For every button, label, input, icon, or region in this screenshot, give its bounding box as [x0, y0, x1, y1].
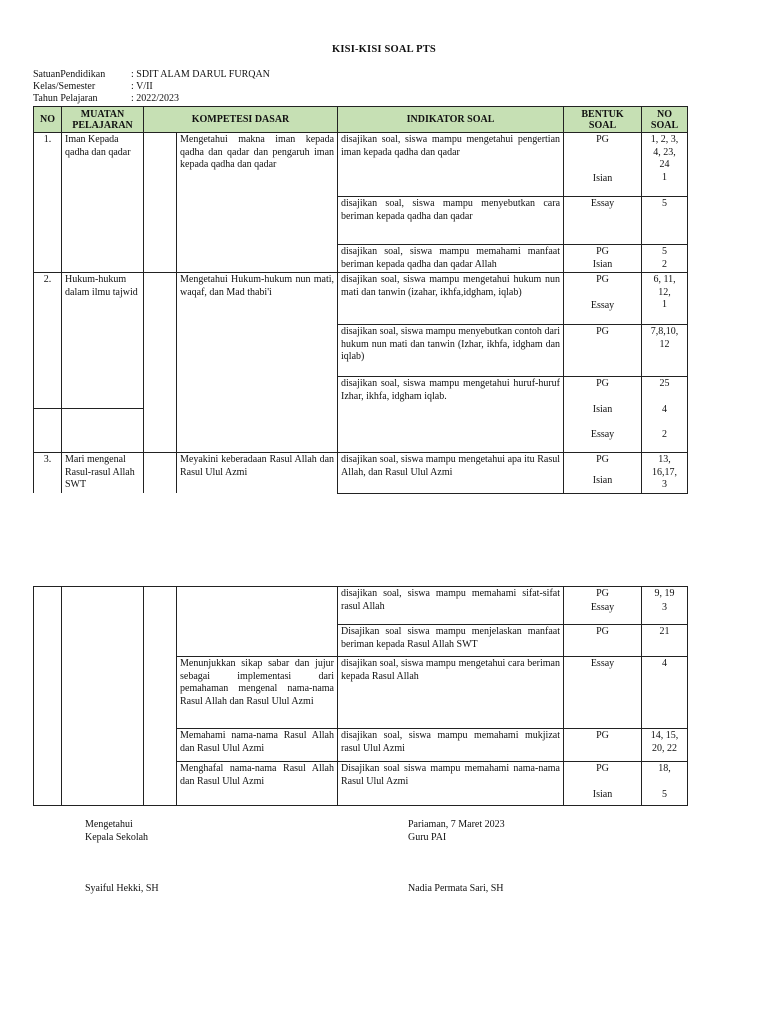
- indikator-cell: disajikan soal, siswa mampu memahami mukjizat rasul Ulul Azmi: [338, 729, 564, 762]
- bentuk-cell: [564, 587, 642, 625]
- bentuk-value: Isian: [592, 258, 613, 270]
- section-number: 1.: [34, 133, 62, 273]
- bentuk-value: Essay: [590, 299, 615, 311]
- signature-left-line1: Mengetahui: [85, 819, 133, 830]
- nosoal-cell: [642, 453, 688, 494]
- spacer-cell: [144, 273, 177, 453]
- nosoal-value: 3: [662, 479, 668, 490]
- header-muatan: MUATAN PELAJARAN: [62, 107, 144, 133]
- nosoal-value: 13, 16,17,: [652, 454, 678, 478]
- header-indikator: INDIKATOR SOAL: [338, 107, 564, 133]
- meta-key-kelas: Kelas/Semester: [33, 81, 96, 92]
- signature-left-name: Syaiful Hekki, SH: [85, 883, 159, 894]
- bentuk-cell: [564, 625, 642, 657]
- header-no: NO: [34, 107, 62, 133]
- muatan-cell: Iman Kepada qadha dan qadar: [62, 133, 144, 273]
- table-row: [34, 453, 688, 494]
- bentuk-cell: [564, 377, 642, 453]
- kd-cell: Meyakini keberadaan Rasul Allah dan Rasul Ulul Azmi: [177, 453, 338, 494]
- empty-cell: [34, 587, 62, 806]
- nosoal-cell: [642, 625, 688, 657]
- bentuk-value: PG: [596, 246, 609, 257]
- empty-cell: [177, 587, 338, 657]
- bentuk-cell: [564, 197, 642, 245]
- signature-right-line1: Pariaman, 7 Maret 2023: [408, 819, 505, 830]
- bentuk-value: PG: [596, 588, 609, 599]
- nosoal-value: 18,: [658, 763, 671, 774]
- bentuk-value: Essay: [590, 198, 615, 209]
- bentuk-value: PG: [596, 730, 609, 741]
- kisi-kisi-table-page-2: [33, 586, 688, 806]
- meta-value-satuan: : SDIT ALAM DARUL FURQAN: [131, 69, 270, 80]
- kisi-kisi-table-page-1: [33, 106, 688, 494]
- nosoal-value: 7,8,10, 12: [650, 326, 679, 350]
- bentuk-value: Isian: [592, 403, 613, 415]
- spacer-cell: [144, 453, 177, 494]
- nosoal-cell: [642, 657, 688, 729]
- nosoal-value: 5: [662, 246, 668, 257]
- bentuk-cell: [564, 762, 642, 806]
- bentuk-value: Essay: [590, 601, 615, 613]
- bentuk-cell: [564, 453, 642, 494]
- nosoal-value: 4: [662, 658, 667, 669]
- nosoal-cell: [642, 762, 688, 806]
- bentuk-cell: [564, 729, 642, 762]
- nosoal-value: 4: [662, 403, 668, 415]
- table-row: [34, 273, 688, 325]
- nosoal-cell: [642, 325, 688, 377]
- bentuk-value: Isian: [592, 172, 613, 184]
- nosoal-value: 5: [662, 198, 668, 209]
- meta-key-satuan: SatuanPendidikan: [33, 69, 106, 80]
- empty-cell: [62, 587, 144, 806]
- nosoal-cell: [642, 729, 688, 762]
- section-number: 3.: [34, 453, 62, 494]
- bentuk-value: PG: [596, 454, 609, 465]
- empty-cell: [34, 409, 62, 453]
- nosoal-cell: [642, 245, 688, 273]
- indikator-cell: Disajikan soal siswa mampu menjelaskan manfaat beriman kepada Rasul Allah SWT: [338, 625, 564, 657]
- header-kompetensi: KOMPETESI DASAR: [144, 107, 338, 133]
- bentuk-value: PG: [596, 626, 609, 637]
- bentuk-value: Essay: [590, 658, 615, 669]
- bentuk-value: PG: [596, 326, 609, 337]
- nosoal-cell: [642, 133, 688, 197]
- indikator-cell: disajikan soal, siswa mampu memahami manfaat beriman kepada qadha dan qadar Allah: [338, 245, 564, 273]
- nosoal-value: 3: [662, 601, 667, 613]
- bentuk-value: PG: [596, 378, 609, 389]
- nosoal-value: 1: [662, 299, 668, 310]
- nosoal-cell: [642, 377, 688, 453]
- header-bentuk: BENTUK SOAL: [564, 107, 642, 133]
- document-title: KISI-KISI SOAL PTS: [332, 44, 436, 55]
- spacer-cell: [144, 133, 177, 273]
- spacer-cell: [144, 587, 177, 806]
- header-nosoal: NO SOAL: [642, 107, 688, 133]
- bentuk-value: PG: [596, 134, 609, 145]
- section-number: 2.: [34, 273, 62, 409]
- table-row: [34, 133, 688, 197]
- nosoal-value: 5: [662, 788, 667, 800]
- signature-left: [85, 818, 148, 844]
- indikator-cell: disajikan soal, siswa mampu mengetahui cara beriman kepada Rasul Allah: [338, 657, 564, 729]
- empty-cell: [62, 409, 144, 453]
- kd-cell: Menunjukkan sikap sabar dan jujur sebagai implementasi dari pemahaman mengenal nama-nama Rasul Allah dan Rasul Ulul Azmi: [177, 657, 338, 729]
- bentuk-cell: [564, 133, 642, 197]
- signature-right-line2: Guru PAI: [408, 832, 447, 843]
- nosoal-cell: [642, 587, 688, 625]
- indikator-cell: disajikan soal, siswa mampu mengetahui hukum nun mati dan tanwin (izahar, ikhfa,idgham, iqlab): [338, 273, 564, 325]
- bentuk-value: PG: [596, 763, 609, 774]
- kd-cell: Menghafal nama-nama Rasul Allah dan Rasul Ulul Azmi: [177, 762, 338, 806]
- nosoal-cell: [642, 273, 688, 325]
- indikator-cell: disajikan soal, siswa mampu mengetahui pengertian iman kepada qadha dan qadar: [338, 133, 564, 197]
- bentuk-value: PG: [596, 274, 609, 285]
- kd-cell: Mengetahui makna iman kepada qadha dan qadar dan pengaruh iman kepada qadha dan qadar: [177, 133, 338, 273]
- nosoal-value: 14, 15, 20, 22: [650, 730, 679, 754]
- nosoal-value: 2: [662, 258, 668, 270]
- nosoal-value: 21: [659, 626, 670, 637]
- indikator-cell: Disajikan soal siswa mampu memahami nama-nama Rasul Ulul Azmi: [338, 762, 564, 806]
- indikator-cell: disajikan soal, siswa mampu mengetahui huruf-huruf Izhar, ikhfa, idgham iqlab.: [338, 377, 564, 453]
- bentuk-value: Isian: [592, 788, 613, 800]
- bentuk-cell: [564, 273, 642, 325]
- muatan-cell: Hukum-hukum dalam ilmu tajwid: [62, 273, 144, 409]
- nosoal-value: 6, 11, 12,: [653, 274, 676, 298]
- bentuk-cell: [564, 325, 642, 377]
- signature-right: [408, 818, 505, 844]
- bentuk-value: Isian: [592, 474, 613, 486]
- nosoal-value: 9, 19: [654, 588, 675, 599]
- muatan-cell: Mari mengenal Rasul-rasul Allah SWT: [62, 453, 144, 494]
- indikator-cell: disajikan soal, siswa mampu memahami sifat-sifat rasul Allah: [338, 587, 564, 625]
- nosoal-value: 1, 2, 3, 4, 23, 24: [650, 134, 679, 170]
- table-row: [34, 587, 688, 625]
- bentuk-value: Essay: [590, 429, 615, 440]
- indikator-cell: disajikan soal, siswa mampu mengetahui apa itu Rasul Allah, dan Rasul Ulul Azmi: [338, 453, 564, 494]
- meta-key-tahun: Tahun Pelajaran: [33, 93, 98, 104]
- signature-right-name: Nadia Permata Sari, SH: [408, 883, 504, 894]
- kd-cell: Memahami nama-nama Rasul Allah dan Rasul Ulul Azmi: [177, 729, 338, 762]
- bentuk-cell: [564, 245, 642, 273]
- nosoal-value: 25: [659, 378, 670, 389]
- bentuk-cell: [564, 657, 642, 729]
- nosoal-value: 2: [662, 429, 668, 440]
- kd-cell: Mengetahui Hukum-hukum nun mati, waqaf, dan Mad thabi'i: [177, 273, 338, 453]
- indikator-cell: disajikan soal, siswa mampu menyebutkan cara beriman kepada qadha dan qadar: [338, 197, 564, 245]
- meta-value-tahun: : 2022/2023: [131, 93, 180, 104]
- nosoal-cell: [642, 197, 688, 245]
- indikator-cell: disajikan soal, siswa mampu menyebutkan contoh dari hukum nun mati dan tanwin (Izhar, ikhfa, idgham dan iqlab): [338, 325, 564, 377]
- meta-value-kelas: : V/II: [131, 81, 153, 92]
- signature-left-line2: Kepala Sekolah: [85, 832, 149, 843]
- nosoal-value: 1: [662, 171, 668, 183]
